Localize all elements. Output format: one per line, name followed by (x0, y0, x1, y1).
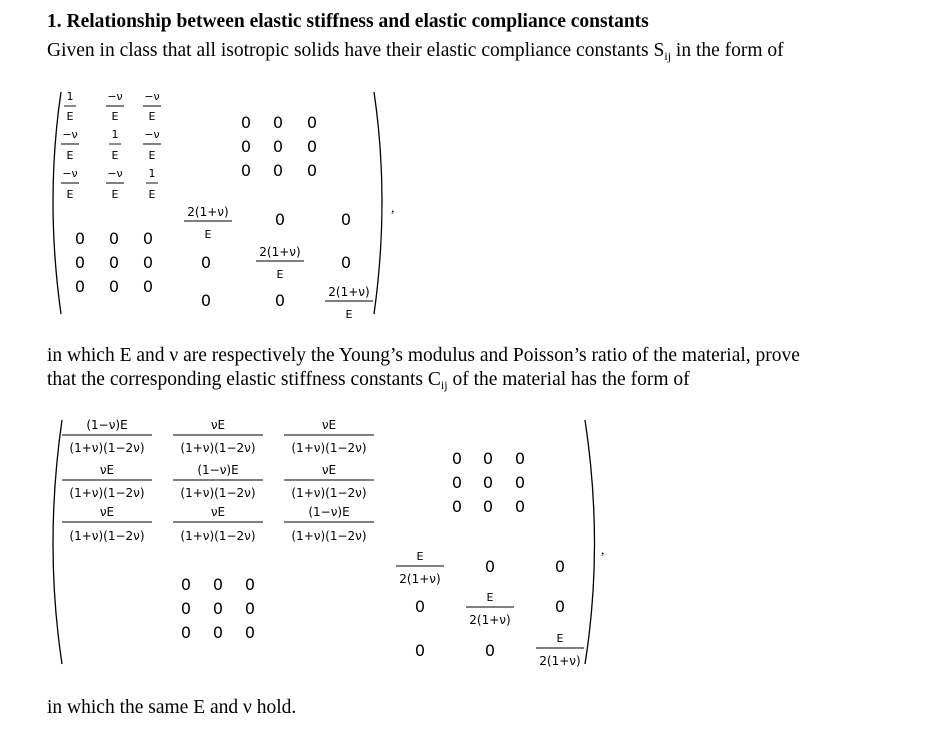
c22-num: 1 (111, 128, 119, 141)
svg-text:0: 0 (74, 253, 86, 272)
svg-text:0: 0 (180, 599, 192, 618)
stiffness-left-bracket (53, 420, 62, 664)
svg-text:0: 0 (451, 497, 463, 516)
c44-den: E (204, 228, 212, 241)
svg-text:0: 0 (414, 641, 426, 660)
svg-text:0: 0 (74, 277, 86, 296)
s31-num: νE (99, 505, 115, 519)
svg-text:0: 0 (200, 291, 212, 310)
svg-text:0: 0 (484, 557, 496, 576)
c13-num: −ν (144, 90, 160, 103)
s66-num: E (556, 632, 564, 645)
svg-text:0: 0 (482, 449, 494, 468)
stiffness-zero-blocks (181, 449, 565, 660)
svg-text:0: 0 (200, 253, 212, 272)
svg-text:0: 0 (142, 253, 154, 272)
svg-text:0: 0 (180, 575, 192, 594)
s13-den: (1+ν)(1−2ν) (291, 441, 367, 455)
compliance-comma: , (391, 201, 395, 216)
svg-text:0: 0 (212, 599, 224, 618)
s33-den: (1+ν)(1−2ν) (291, 529, 367, 543)
svg-text:0: 0 (272, 137, 284, 156)
c21-num: −ν (62, 128, 78, 141)
s12-den: (1+ν)(1−2ν) (180, 441, 256, 455)
s21-num: νE (99, 463, 115, 477)
c31-num: −ν (62, 167, 78, 180)
c11-num: 1 (66, 90, 74, 103)
svg-text:0: 0 (74, 229, 86, 248)
c23-den: E (148, 149, 156, 162)
s22-den: (1+ν)(1−2ν) (180, 486, 256, 500)
intro-tail: in the form of (671, 40, 784, 61)
svg-text:0: 0 (240, 161, 252, 180)
svg-text:0: 0 (244, 623, 256, 642)
svg-text:0: 0 (514, 473, 526, 492)
c66-num: 2(1+ν) (328, 285, 370, 299)
svg-text:0: 0 (554, 597, 566, 616)
s55-num: E (486, 591, 494, 604)
svg-text:0: 0 (108, 229, 120, 248)
c12-num: −ν (107, 90, 123, 103)
svg-text:0: 0 (340, 210, 352, 229)
s23-num: νE (321, 463, 337, 477)
s23-den: (1+ν)(1−2ν) (291, 486, 367, 500)
s32-den: (1+ν)(1−2ν) (180, 529, 256, 543)
c11-den: E (66, 110, 74, 123)
svg-text:0: 0 (180, 623, 192, 642)
svg-text:0: 0 (484, 641, 496, 660)
compliance-right-bracket (374, 92, 382, 314)
svg-text:0: 0 (451, 473, 463, 492)
middle-paragraph-line2 (47, 368, 690, 397)
svg-text:0: 0 (414, 597, 426, 616)
c12-den: E (111, 110, 119, 123)
svg-text:0: 0 (482, 497, 494, 516)
svg-text:0: 0 (142, 277, 154, 296)
svg-text:0: 0 (244, 575, 256, 594)
s32-num: νE (210, 505, 226, 519)
svg-text:0: 0 (554, 557, 566, 576)
svg-text:0: 0 (108, 277, 120, 296)
stiffness-right-bracket (585, 420, 595, 664)
c33-num: 1 (148, 167, 156, 180)
c22-den: E (111, 149, 119, 162)
compliance-upper-left-block (61, 90, 161, 201)
s44-num: E (416, 550, 424, 563)
intro-subscript: ij (664, 49, 672, 63)
svg-text:0: 0 (108, 253, 120, 272)
s11-den: (1+ν)(1−2ν) (69, 441, 145, 455)
s44-den: 2(1+ν) (399, 572, 441, 586)
svg-text:0: 0 (212, 575, 224, 594)
s21-den: (1+ν)(1−2ν) (69, 486, 145, 500)
s22-num: (1−ν)E (197, 463, 239, 477)
problem-heading: 1. Relationship between elastic stiffness and elastic compliance constants (47, 11, 649, 32)
svg-text:0: 0 (306, 113, 318, 132)
svg-text:0: 0 (514, 497, 526, 516)
c66-den: E (345, 308, 353, 321)
svg-text:0: 0 (274, 210, 286, 229)
svg-text:0: 0 (306, 137, 318, 156)
stiffness-upper-left-block (62, 418, 374, 543)
s11-num: (1−ν)E (86, 418, 128, 432)
c33-den: E (148, 188, 156, 201)
c23-num: −ν (144, 128, 160, 141)
compliance-left-bracket (53, 92, 61, 314)
c13-den: E (148, 110, 156, 123)
svg-text:0: 0 (240, 137, 252, 156)
svg-text:0: 0 (244, 599, 256, 618)
svg-text:0: 0 (142, 229, 154, 248)
intro-text: Given in class that all isotropic solids have their elastic compliance constants S (47, 40, 665, 61)
middle-line2-subscript: ij (440, 378, 448, 392)
middle-line2-text: that the corresponding elastic stiffness constants C (47, 369, 441, 390)
c32-den: E (111, 188, 119, 201)
svg-text:0: 0 (340, 253, 352, 272)
s13-num: νE (321, 418, 337, 432)
svg-text:0: 0 (212, 623, 224, 642)
c55-den: E (276, 268, 284, 281)
svg-text:0: 0 (272, 113, 284, 132)
svg-text:0: 0 (482, 473, 494, 492)
c31-den: E (66, 188, 74, 201)
svg-text:0: 0 (240, 113, 252, 132)
stiffness-comma: , (601, 543, 605, 558)
svg-text:0: 0 (274, 291, 286, 310)
middle-paragraph-line1: in which E and ν are respectively the Young’s modulus and Poisson’s ratio of the material, prove (47, 345, 800, 366)
s66-den: 2(1+ν) (539, 654, 581, 668)
svg-text:0: 0 (272, 161, 284, 180)
middle-line2-tail: of the material has the form of (447, 369, 690, 390)
c21-den: E (66, 149, 74, 162)
svg-text:0: 0 (514, 449, 526, 468)
c32-num: −ν (107, 167, 123, 180)
s33-num: (1−ν)E (308, 505, 350, 519)
s31-den: (1+ν)(1−2ν) (69, 529, 145, 543)
c55-num: 2(1+ν) (259, 245, 301, 259)
closing-paragraph: in which the same E and ν hold. (47, 697, 297, 718)
s55-den: 2(1+ν) (469, 613, 511, 627)
svg-text:0: 0 (306, 161, 318, 180)
c44-num: 2(1+ν) (187, 205, 229, 219)
s12-num: νE (210, 418, 226, 432)
svg-text:0: 0 (451, 449, 463, 468)
